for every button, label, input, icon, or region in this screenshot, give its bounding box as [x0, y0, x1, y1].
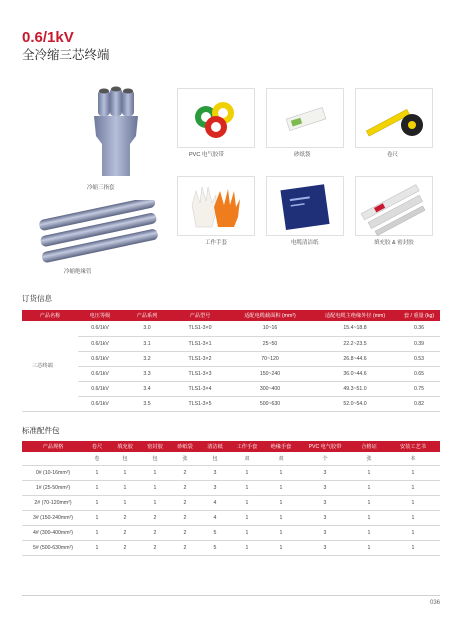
col-sandpaper: 砂纸袋: [170, 441, 200, 452]
table-cell: 1: [140, 480, 170, 495]
table-cell: 3.0: [122, 321, 172, 336]
col-model: 产品型号: [172, 310, 228, 321]
sandpaper-photo: [266, 88, 344, 148]
table-cell: 1: [264, 480, 298, 495]
table-cell: 1: [230, 510, 264, 525]
tape-measure-photo: [355, 88, 433, 148]
accessory-table: [22, 441, 440, 556]
table-cell: 1: [352, 465, 386, 480]
table-row: [22, 366, 440, 381]
col-cleaning-paper: 清洁纸: [200, 441, 230, 452]
col-tape-measure: 卷尺: [84, 441, 110, 452]
table-cell: 3.4: [122, 381, 172, 396]
cleaning-paper-photo: [266, 176, 344, 236]
cleaning-paper-caption: 电缆清洁纸: [291, 240, 319, 246]
table-cell: 0.75: [398, 381, 440, 396]
pvc-tape-caption: PVC 电气胶带: [189, 152, 224, 158]
table-cell: 22.2~23.5: [312, 336, 398, 351]
table-cell: 1: [110, 495, 140, 510]
table-cell: 1: [84, 465, 110, 480]
unit-cell: 包: [110, 452, 140, 465]
table-cell: 3.3: [122, 366, 172, 381]
table-cell: 26.8~44.6: [312, 351, 398, 366]
unit-cell: 卷: [84, 452, 110, 465]
table-cell: 2: [170, 495, 200, 510]
col-product-name: 产品名称: [22, 310, 78, 321]
work-gloves-photo: [177, 176, 255, 236]
table-cell: 5: [200, 540, 230, 555]
table-cell: 3: [298, 480, 352, 495]
table-cell: 3: [200, 480, 230, 495]
table-cell: 2# (70-120mm²): [22, 495, 84, 510]
table-cell: 1: [140, 465, 170, 480]
table-cell: 2: [170, 480, 200, 495]
page-title: 0.6/1kV: [22, 29, 74, 46]
col-insulation-diameter: 适配电缆主绝缘外径 (mm): [312, 310, 398, 321]
col-certificate: 合格证: [352, 441, 386, 452]
order-info-title: 订货信息: [22, 294, 52, 303]
col-insulating-gloves: 绝缘手套: [264, 441, 298, 452]
table-cell: 2: [140, 525, 170, 540]
table-cell: TLS1-3×5: [172, 396, 228, 411]
table-cell: 0.6/1kV: [78, 396, 122, 411]
unit-cell: 双: [230, 452, 264, 465]
table-cell: 1: [230, 465, 264, 480]
page-number: 036: [429, 600, 440, 606]
table-cell: 3: [298, 525, 352, 540]
table-row: [22, 465, 440, 480]
col-install-manual: 安装工艺书: [386, 441, 440, 452]
table-cell: 0.6/1kV: [78, 321, 122, 336]
accessory-title: 标准配件包: [22, 426, 60, 435]
table-cell: 3: [298, 495, 352, 510]
table-cell: 1: [352, 495, 386, 510]
table-cell: TLS1-3×0: [172, 321, 228, 336]
table-cell: TLS1-3×4: [172, 381, 228, 396]
table-cell: 0# (10-16mm²): [22, 465, 84, 480]
table-cell: 1: [230, 480, 264, 495]
table-cell: 15.4~18.8: [312, 321, 398, 336]
table-cell: 1: [84, 540, 110, 555]
table-cell: 2: [170, 525, 200, 540]
tape-measure-caption: 卷尺: [387, 152, 399, 158]
col-pvc-tape: PVC 电气胶带: [298, 441, 352, 452]
footer-divider: [22, 595, 440, 596]
table-row: [22, 525, 440, 540]
unit-row: [22, 452, 440, 465]
sealant-photo: [355, 176, 433, 236]
table-cell: 2: [110, 510, 140, 525]
table-cell: 0.6/1kV: [78, 381, 122, 396]
table-cell: 1: [352, 510, 386, 525]
table-cell: TLS1-3×2: [172, 351, 228, 366]
accessory-header-row: [22, 441, 440, 452]
table-cell: TLS1-3×1: [172, 336, 228, 351]
page-subtitle: 全冷缩三芯终端: [22, 48, 110, 62]
table-cell: 0.6/1kV: [78, 336, 122, 351]
sealant-caption: 填充胶 & 密封胶: [374, 240, 414, 246]
table-row: [22, 351, 440, 366]
unit-cell: 个: [298, 452, 352, 465]
table-cell: 3: [298, 540, 352, 555]
unit-cell: 张: [352, 452, 386, 465]
table-cell: 1: [230, 540, 264, 555]
table-cell: 2: [170, 465, 200, 480]
table-cell: 25~50: [228, 336, 312, 351]
table-cell: 49.3~51.0: [312, 381, 398, 396]
table-cell: 4# (300-400mm²): [22, 525, 84, 540]
table-cell: 500~630: [228, 396, 312, 411]
table-cell: 2: [170, 540, 200, 555]
table-cell: 2: [140, 510, 170, 525]
table-cell: 3.2: [122, 351, 172, 366]
unit-cell: 双: [264, 452, 298, 465]
table-cell: 0.6/1kV: [78, 366, 122, 381]
table-cell: 2: [110, 525, 140, 540]
col-weight: 套 / 重量 (kg): [398, 310, 440, 321]
table-row: [22, 396, 440, 411]
table-row: [22, 510, 440, 525]
table-row: [22, 381, 440, 396]
table-cell: 3.5: [122, 396, 172, 411]
table-cell: 36.0~44.6: [312, 366, 398, 381]
table-cell: 5# (500-630mm²): [22, 540, 84, 555]
table-cell: 1: [110, 465, 140, 480]
table-cell: 1: [264, 525, 298, 540]
table-cell: 1: [140, 495, 170, 510]
unit-cell: 包: [140, 452, 170, 465]
table-cell: 3: [298, 465, 352, 480]
sandpaper-caption: 砂纸袋: [294, 152, 311, 158]
col-work-gloves: 工作手套: [230, 441, 264, 452]
table-cell: 0.53: [398, 351, 440, 366]
table-row: [22, 321, 440, 336]
table-cell: 1: [84, 480, 110, 495]
col-cross-section: 适配电缆截面积 (mm²): [228, 310, 312, 321]
table-cell: 1: [386, 495, 440, 510]
table-cell: 5: [200, 525, 230, 540]
product-name-cell: 三芯终端: [22, 321, 78, 411]
tube-photo: [30, 200, 170, 265]
table-cell: 1: [386, 510, 440, 525]
table-cell: 1: [110, 480, 140, 495]
tube-caption: 冷缩绝缘管: [64, 269, 92, 275]
table-cell: 300~400: [228, 381, 312, 396]
table-cell: 1: [386, 540, 440, 555]
table-cell: 1: [386, 480, 440, 495]
table-cell: 1: [264, 510, 298, 525]
col-series: 产品系列: [122, 310, 172, 321]
table-cell: 1: [84, 525, 110, 540]
col-sealant: 密封胶: [140, 441, 170, 452]
col-filler: 填充胶: [110, 441, 140, 452]
table-row: [22, 480, 440, 495]
col-spec: 产品规格: [22, 441, 84, 452]
table-cell: 0.82: [398, 396, 440, 411]
table-cell: 2: [170, 510, 200, 525]
col-voltage: 电压等级: [78, 310, 122, 321]
table-cell: 0.36: [398, 321, 440, 336]
table-cell: 1: [352, 525, 386, 540]
table-cell: 1# (25-50mm²): [22, 480, 84, 495]
table-row: [22, 336, 440, 351]
table-cell: 3# (150-240mm²): [22, 510, 84, 525]
table-cell: 1: [84, 495, 110, 510]
table-cell: 4: [200, 510, 230, 525]
breakout-caption: 冷缩三指套: [87, 185, 115, 191]
table-row: [22, 540, 440, 555]
table-cell: 52.0~54.0: [312, 396, 398, 411]
table-cell: 2: [110, 540, 140, 555]
table-cell: 1: [264, 465, 298, 480]
table-cell: 4: [200, 495, 230, 510]
table-cell: 1: [386, 465, 440, 480]
order-header-row: [22, 310, 440, 321]
table-cell: 1: [352, 480, 386, 495]
table-cell: 1: [84, 510, 110, 525]
unit-cell: 张: [170, 452, 200, 465]
table-cell: 0.65: [398, 366, 440, 381]
table-cell: 3.1: [122, 336, 172, 351]
table-cell: 2: [140, 540, 170, 555]
unit-cell: [22, 452, 84, 465]
table-cell: 1: [352, 540, 386, 555]
table-cell: 3: [298, 510, 352, 525]
table-cell: 1: [264, 495, 298, 510]
pvc-tape-photo: [177, 88, 255, 148]
table-cell: 1: [230, 495, 264, 510]
order-info-table: [22, 310, 440, 412]
table-cell: 10~16: [228, 321, 312, 336]
table-cell: 1: [386, 525, 440, 540]
table-cell: 1: [264, 540, 298, 555]
table-row: [22, 495, 440, 510]
work-gloves-caption: 工作手套: [205, 240, 228, 246]
table-cell: TLS1-3×3: [172, 366, 228, 381]
table-cell: 1: [230, 525, 264, 540]
table-cell: 150~240: [228, 366, 312, 381]
unit-cell: 包: [200, 452, 230, 465]
unit-cell: 本: [386, 452, 440, 465]
table-cell: 0.6/1kV: [78, 351, 122, 366]
table-cell: 70~120: [228, 351, 312, 366]
table-cell: 0.39: [398, 336, 440, 351]
breakout-photo: [80, 86, 150, 178]
table-cell: 3: [200, 465, 230, 480]
